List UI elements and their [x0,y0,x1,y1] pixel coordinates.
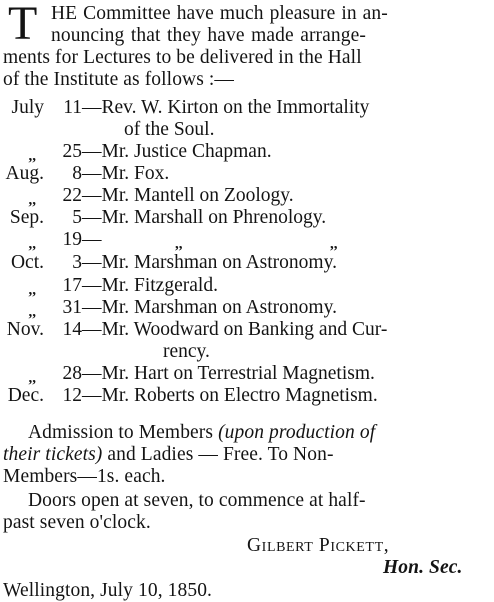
lecture-month: Dec. [7,385,44,406]
lecture-day: 19 [62,229,82,250]
lecture-text: —Mr. Fox. [82,163,170,184]
lecture-text: —Mr. Marshman on Astronomy. [82,252,337,273]
ditto-mark: ,, [175,236,183,252]
lecture-month: ,, [28,236,36,252]
place-date: Wellington, July 10, 1850. [3,580,213,601]
lecture-day: 11 [63,97,82,118]
signature-title: Hon. Sec. [383,557,463,578]
lecture-text: —Mr. Marshall on Phrenology. [82,207,327,228]
admission-line: Admission to Members (upon production of [28,422,376,443]
lecture-day: 31 [62,297,82,318]
lecture-text: —Mr. Marshman on Astronomy. [82,297,337,318]
doors-line: past seven o'clock. [3,512,151,533]
intro-line: ments for Lectures to be delivered in the Hall [3,47,362,68]
admission-line: their tickets) and Ladies — Free. To Non- [3,444,334,465]
drop-cap: T [8,0,38,50]
lecture-text: —Mr. Mantell on Zoology. [82,185,294,206]
lecture-day: 17 [62,275,82,296]
lecture-day: 25 [62,141,82,162]
lecture-day: 5 [72,207,82,228]
lecture-text: —Mr. Justice Chapman. [82,141,272,162]
lecture-day: 8 [72,163,82,184]
signature-name: Gilbert Pickett, [247,535,390,556]
lecture-month: ,, [28,304,36,320]
lecture-month: Oct. [10,252,44,273]
lecture-text: —Mr. Roberts on Electro Magnetism. [82,385,378,406]
lecture-day: 12 [62,385,82,406]
lecture-text: —Rev. W. Kirton on the Immortality [82,97,370,118]
lecture-text: —Mr. Hart on Terrestrial Magnetism. [82,363,375,384]
lecture-day: 14 [62,319,82,340]
lecture-text-continued: of the Soul. [124,119,215,140]
lecture-month: July [11,97,44,118]
admission-line: Members—1s. each. [3,466,166,487]
lecture-month: Sep. [9,207,44,228]
lecture-text: —Mr. Woodward on Banking and Cur- [82,319,388,340]
lecture-month: ,, [28,370,36,386]
ditto-mark: ,, [330,236,338,252]
lecture-month: Aug. [5,163,44,184]
lecture-text-continued: rency. [163,341,210,362]
intro-line: nouncing that they have made arrange- [51,25,366,46]
lecture-month: ,, [28,192,36,208]
lecture-text: —Mr. Fitzgerald. [82,275,218,296]
lecture-day: 3 [72,252,82,273]
lecture-day: 22 [62,185,82,206]
doors-line: Doors open at seven, to commence at half- [28,490,366,511]
intro-line: of the Institute as follows :— [3,69,235,90]
lecture-month: ,, [28,282,36,298]
lecture-month: Nov. [6,319,44,340]
intro-line: HE Committee have much pleasure in an- [51,3,388,24]
lecture-text: — [82,229,102,250]
lecture-month: ,, [28,148,36,164]
lecture-day: 28 [62,363,82,384]
